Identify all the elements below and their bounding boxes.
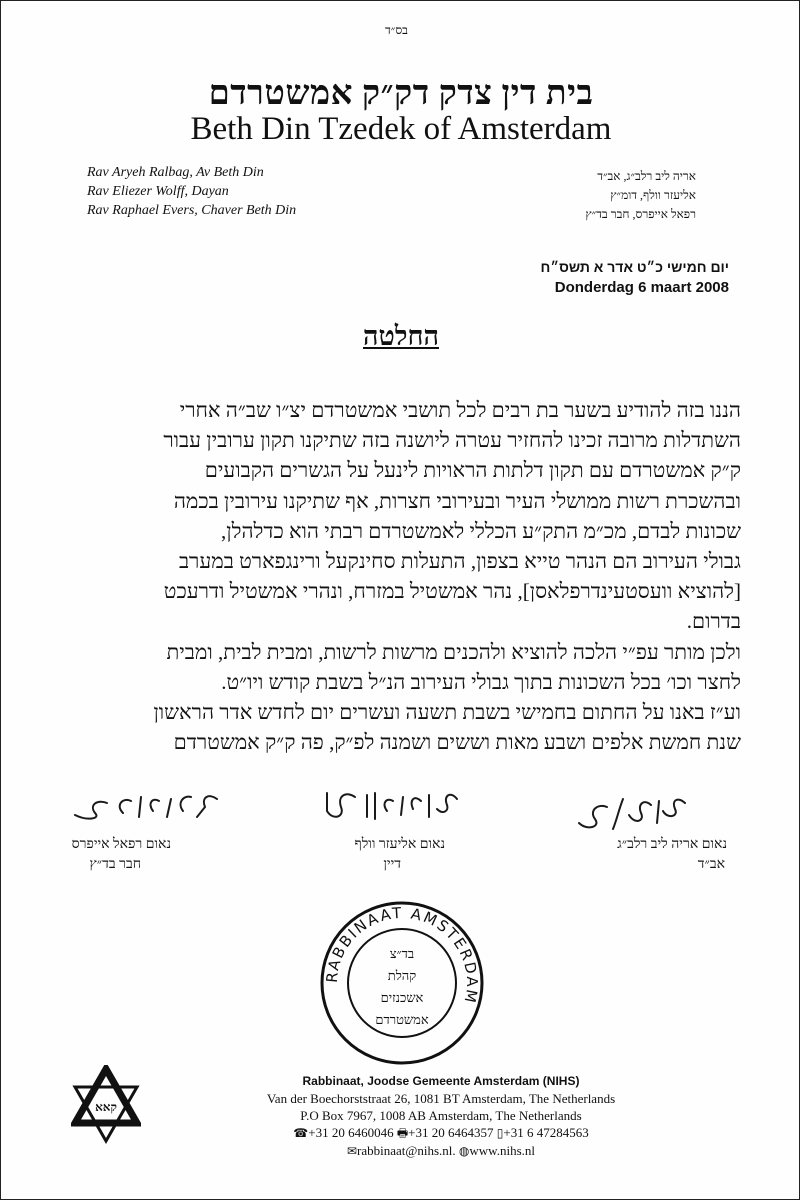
- seal-inner-line: אמשטרדם: [375, 1013, 429, 1028]
- globe-icon: ◍: [458, 1144, 470, 1158]
- logo-text: קאא: [95, 1100, 117, 1114]
- rabbi-line: Rav Raphael Evers, Chaver Beth Din: [87, 203, 297, 218]
- body-line: [להוציא וועסטעינדרפלאסן], נהר אמשטיל במזרח, ונהרי אמשטיל ודרעכט: [163, 579, 741, 604]
- signatory-name-wolff: נאום אליעזר וולף: [354, 837, 445, 852]
- signatory-name-evers: נאום רפאל אייפרס: [71, 837, 171, 852]
- date-dutch: Donderdag 6 maart 2008: [554, 279, 729, 296]
- rabbi-line: אליעזר וולף, דומ״ץ: [610, 188, 696, 202]
- footer-email[interactable]: rabbinaat@nihs.nl.: [357, 1143, 456, 1158]
- body-line: גבולי העירוב הם הנהר טייא בצפון, התעלות סחינקעל ורינגפארט במערב: [178, 548, 741, 573]
- seal-ring-text: RABBINAAT AMSTERDAM: [322, 903, 482, 1007]
- body-line: שכונות לבדם, מכ״מ התק״ע הכללי לאמשטרדם רבתי הוא כדלהלן,: [221, 518, 741, 543]
- handwritten-signature-ralbag: [567, 789, 697, 841]
- body-line: ובהשכרת רשות ממושלי העיר ובעירובי חצרות, אף שתיקנו עירובין בכמה: [173, 488, 741, 513]
- bsd-mark: בס״ד: [385, 23, 408, 37]
- date-hebrew: יום חמישי כ״ט אדר א תשס״ח: [540, 259, 729, 275]
- signatory-title-evers: חבר בד״ץ: [89, 857, 141, 872]
- footer-org: Rabbinaat, Joodse Gemeente Amsterdam (NIHS): [302, 1074, 580, 1088]
- footer-contact: [161, 1073, 721, 1160]
- footer-phones: [161, 1124, 721, 1142]
- signatory-title-wolff: דיין: [383, 857, 401, 872]
- letterhead-title-english: Beth Din Tzedek of Amsterdam: [190, 111, 612, 147]
- rabbi-line: אריה ליב רלב״ג, אב״ד: [597, 169, 696, 183]
- body-line: ק״ק אמשטרדם עם תקון דלתות הראויות לינעל על הגשרים הקבועים: [204, 458, 741, 483]
- body-line: שנת חמשת אלפים ושבע מאות וששים ושמנה לפ״ק, פה ק״ק אמשטרדם: [173, 730, 741, 755]
- body-line: בדרום.: [686, 609, 741, 634]
- body-line: השתדלות מרובה זכינו להחזיר עטרה ליושנה בזה שתיקנו תקון ערובין עבור: [163, 428, 741, 453]
- rabbis-list-hebrew: [585, 167, 696, 224]
- phone-icon: ☎: [293, 1126, 309, 1140]
- rabbi-line: Rav Aryeh Ralbag, Av Beth Din: [87, 165, 264, 180]
- footer-fax: +31 20 6464357: [408, 1125, 494, 1140]
- footer-phone: +31 20 6460046: [308, 1125, 394, 1140]
- body-line: הננו בזה להודיע בשער בת רבים לכל תושבי אמשטרדם יצ״ו שב״ה אחרי: [179, 398, 741, 422]
- community-logo-icon: [71, 1065, 141, 1145]
- body-line: לחצר וכו׳ בכל השכונות בתוך גבולי העירוב הנ״ל בשבת קודש ויו״ט.: [221, 669, 741, 694]
- rabbi-line: Rav Eliezer Wolff, Dayan: [87, 184, 229, 199]
- handwritten-signature-wolff: [317, 781, 467, 831]
- signatory-name-ralbag: נאום אריה ליב רלב״ג: [617, 837, 727, 852]
- body-line: ולכן מותר עפ״י הלכה להוציא ולהכנים מרשות לרשות, ומבית לבית, ומבית: [166, 639, 741, 664]
- rabbis-list-english: [87, 163, 296, 220]
- footer-mobile: +31 6 47284563: [503, 1125, 589, 1140]
- signatory-title-ralbag: אב״ד: [697, 857, 725, 872]
- decision-body: [41, 395, 741, 757]
- letterhead-title-hebrew: בית דין צדק דק״ק אמשטרדם: [208, 75, 594, 112]
- seal-inner-line: קהלת: [387, 969, 417, 984]
- seal-inner-line: בד״צ: [389, 947, 415, 962]
- body-line: וע״ז באנו על החתום בחמישי בשבת תשעה ועשרים יום לחדש אדר הראשון: [153, 699, 741, 724]
- mobile-icon: ▯: [496, 1126, 504, 1140]
- envelope-icon: ✉: [346, 1144, 358, 1158]
- footer-address-street: Van der Boechorststraat 26, 1081 BT Amsterdam, The Netherlands: [266, 1091, 616, 1106]
- document-heading: החלטה: [363, 321, 439, 351]
- rabbi-line: רפאל אייפרס, חבר בד״ץ: [585, 207, 696, 221]
- fax-icon: 🖶: [396, 1126, 409, 1140]
- seal-inner-line: אשכנזים: [380, 991, 424, 1006]
- rabbinate-seal: [317, 898, 487, 1068]
- footer-online: [161, 1142, 721, 1160]
- footer-address-pobox: P.O Box 7967, 1008 AB Amsterdam, The Netherlands: [300, 1108, 582, 1123]
- handwritten-signature-evers: [67, 787, 227, 827]
- footer-website[interactable]: www.nihs.nl: [469, 1143, 536, 1158]
